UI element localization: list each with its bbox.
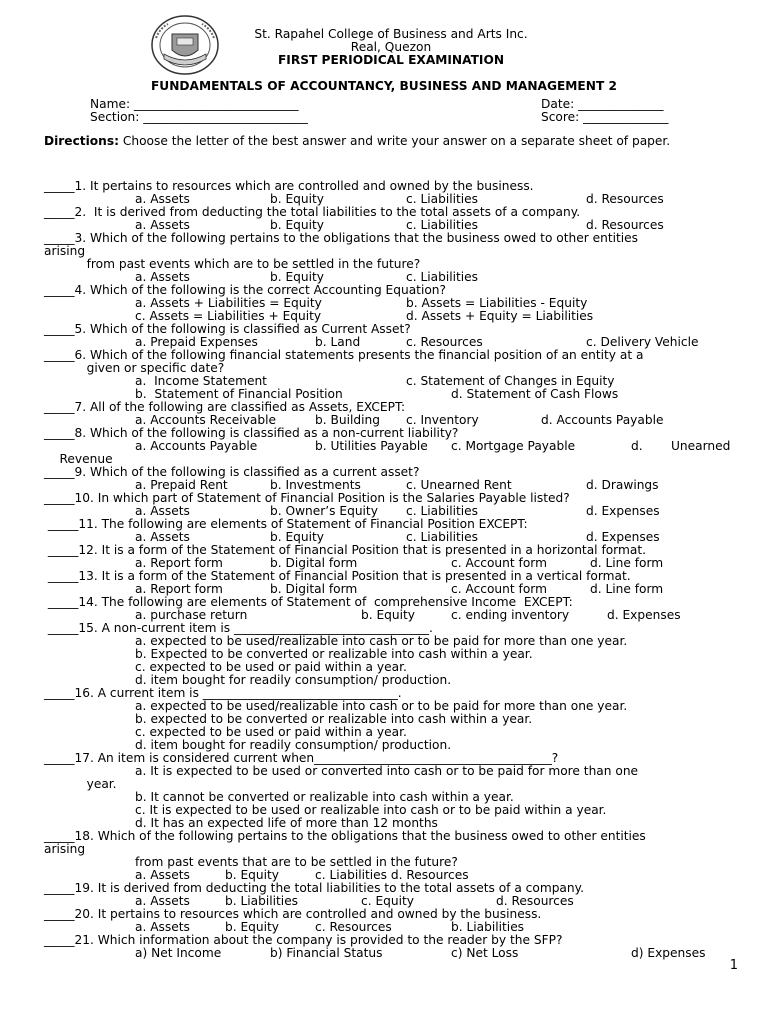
question-line: year. (44, 777, 117, 791)
answer-option: a. Assets (135, 270, 190, 284)
answer-option: c. Equity (361, 894, 414, 908)
answer-option: c. Statement of Changes in Equity (406, 374, 615, 388)
answer-option: c. Liabilities d. Resources (315, 868, 469, 882)
answer-option: Unearned (671, 439, 731, 453)
answer-option: c. Assets = Liabilities + Equity (135, 309, 322, 323)
answer-option: a. Assets (135, 868, 190, 882)
answer-option: d. Line form (590, 582, 664, 596)
question-line: _____16. A current item is ________________________________. (44, 686, 402, 700)
answer-option: b. Equity (225, 868, 280, 882)
answer-option: c) Net Loss (451, 946, 519, 960)
answer-option: b. Liabilities (225, 894, 299, 908)
answer-option: a. purchase return (135, 608, 248, 622)
answer-option: d. Statement of Cash Flows (451, 387, 619, 401)
answer-option: a. expected to be used/realizable into cash or to be paid for more than one year. (135, 634, 628, 648)
answer-option: c. Resources (406, 335, 483, 349)
answer-option: c. Unearned Rent (406, 478, 512, 492)
answer-option: b. expected to be converted or realizable into cash within a year. (135, 712, 533, 726)
answer-option: b. Liabilities (451, 920, 525, 934)
answer-option: a. Assets (135, 192, 190, 206)
answer-option: b. Equity (270, 530, 325, 544)
question-line: _____14. The following are elements of Statement of comprehensive Income EXCEPT: (44, 595, 573, 609)
answer-option: c. It is expected to be used or realizable into cash or to be paid within a year. (135, 803, 607, 817)
answer-option: b. Equity (270, 270, 325, 284)
answer-option: d. Expenses (586, 504, 660, 518)
answer-option: d. Expenses (607, 608, 681, 622)
question-line: _____4. Which of the following is the correct Accounting Equation? (44, 283, 446, 297)
answer-option: c. Account form (451, 556, 547, 570)
question-line: _____6. Which of the following financial statements presents the financial position of an entity at a (44, 348, 644, 362)
question-line: _____3. Which of the following pertains to the obligations that the business owed to other entities (44, 231, 639, 245)
answer-option: b. Owner’s Equity (270, 504, 378, 518)
answer-option: b. Investments (270, 478, 361, 492)
name-field[interactable]: Name: ___________________________ (90, 97, 299, 111)
page-number: 1 (729, 958, 738, 973)
directions-label: Directions: (44, 134, 119, 148)
question-line: from past events which are to be settled in the future? (44, 257, 421, 271)
answer-option: a. Prepaid Rent (135, 478, 228, 492)
answer-option: c. Delivery Vehicle (586, 335, 699, 349)
answer-option: d. Resources (586, 192, 664, 206)
answer-option: d) Expenses (631, 946, 706, 960)
answer-option: b. Equity (270, 218, 325, 232)
answer-option: d. Resources (496, 894, 574, 908)
answer-option: a. Assets + Liabilities = Equity (135, 296, 322, 310)
answer-option: a. Report form (135, 582, 223, 596)
question-line: _____10. In which part of Statement of Financial Position is the Salaries Payable listed? (44, 491, 570, 505)
answer-option: from past events that are to be settled in the future? (135, 855, 458, 869)
answer-option: a. Assets (135, 218, 190, 232)
answer-option: a. Assets (135, 920, 190, 934)
answer-option: c. Resources (315, 920, 392, 934)
question-line: _____20. It pertains to resources which are controlled and owned by the business. (44, 907, 542, 921)
question-line: arising (44, 842, 86, 856)
answer-option: a. Assets (135, 530, 190, 544)
answer-option: b. Land (315, 335, 361, 349)
question-line: _____12. It is a form of the Statement of Financial Position that is presented in a horizontal format. (44, 543, 646, 557)
answer-option: c. Liabilities (406, 270, 479, 284)
question-line: _____9. Which of the following is classified as a current asset? (44, 465, 420, 479)
answer-option: d. Assets + Equity = Liabilities (406, 309, 594, 323)
answer-option: d. Line form (590, 556, 664, 570)
answer-option: b. Equity (361, 608, 416, 622)
answer-option: a. Accounts Payable (135, 439, 258, 453)
answer-option: b. Digital form (270, 582, 358, 596)
answer-option: a. expected to be used/realizable into cash or to be paid for more than one year. (135, 699, 628, 713)
answer-option: c. expected to be used or paid within a year. (135, 660, 407, 674)
answer-option: b. It cannot be converted or realizable into cash within a year. (135, 790, 514, 804)
answer-option: a. Assets (135, 504, 190, 518)
question-line: _____11. The following are elements of Statement of Financial Position EXCEPT: (44, 517, 528, 531)
answer-option: d. Accounts Payable (541, 413, 664, 427)
section-field[interactable]: Section: ___________________________ (90, 110, 308, 124)
answer-option: d. It has an expected life of more than 12 months (135, 816, 438, 830)
answer-option: d. Resources (586, 218, 664, 232)
question-line: _____15. A non-current item is ________________________________. (44, 621, 433, 635)
answer-option: c. Mortgage Payable (451, 439, 576, 453)
exam-title: FIRST PERIODICAL EXAMINATION (277, 53, 505, 67)
answer-option: a. Assets (135, 894, 190, 908)
subject-title: FUNDAMENTALS OF ACCOUNTANCY, BUSINESS AND MANAGEMENT 2 (150, 79, 617, 93)
question-line: _____21. Which information about the company is provided to the reader by the SFP? (44, 933, 563, 947)
directions (44, 135, 738, 149)
answer-option: d. (631, 439, 643, 453)
answer-option: c. expected to be used or paid within a year. (135, 725, 407, 739)
answer-option: c. Inventory (406, 413, 479, 427)
answer-option: c. Liabilities (406, 192, 479, 206)
school-location: Real, Quezon (350, 40, 432, 54)
question-line: arising (44, 244, 86, 258)
answer-option: a. Report form (135, 556, 223, 570)
answer-option: d. item bought for readily consumption/ production. (135, 673, 452, 687)
answer-option: b. Equity (225, 920, 280, 934)
question-line: _____2. It is derived from deducting the total liabilities to the total assets of a company. (44, 205, 581, 219)
answer-option: d. Drawings (586, 478, 659, 492)
answer-option: c. Liabilities (406, 504, 479, 518)
score-field[interactable]: Score: ______________ (541, 110, 669, 124)
answer-option: b. Assets = Liabilities - Equity (406, 296, 588, 310)
question-line: _____8. Which of the following is classified as a non-current liability? (44, 426, 459, 440)
answer-option: b. Building (315, 413, 380, 427)
question-line: given or specific date? (44, 361, 225, 375)
answer-option: b. Utilities Payable (315, 439, 428, 453)
answer-option: c. Account form (451, 582, 547, 596)
question-line: _____18. Which of the following pertains to the obligations that the business owed to other entities (44, 829, 646, 843)
question-line: _____19. It is derived from deducting the total liabilities to the total assets of a company. (44, 881, 584, 895)
answer-option: a. It is expected to be used or converted into cash or to be paid for more than one (135, 764, 639, 778)
school-name: St. Rapahel College of Business and Arts Inc. (254, 27, 528, 41)
question-line: _____17. An item is considered current when_______________________________________? (44, 751, 559, 765)
answer-option: b. Expected to be converted or realizable into cash within a year. (135, 647, 533, 661)
answer-option: b. Digital form (270, 556, 358, 570)
answer-option: c. Liabilities (406, 218, 479, 232)
answer-option: c. ending inventory (451, 608, 570, 622)
answer-option: a) Net Income (135, 946, 222, 960)
answer-option: a. Accounts Receivable (135, 413, 276, 427)
answer-option: b. Equity (270, 192, 325, 206)
answer-option: b) Financial Status (270, 946, 383, 960)
question-line: _____7. All of the following are classified as Assets, EXCEPT: (44, 400, 406, 414)
answer-option: d. Expenses (586, 530, 660, 544)
question-line: _____1. It pertains to resources which are controlled and owned by the business. (44, 179, 534, 193)
question-line: _____5. Which of the following is classified as Current Asset? (44, 322, 411, 336)
question-line: _____13. It is a form of the Statement of Financial Position that is presented in a vertical format. (44, 569, 631, 583)
answer-option: a. Income Statement (135, 374, 267, 388)
answer-option: c. Liabilities (406, 530, 479, 544)
answer-option: a. Prepaid Expenses (135, 335, 258, 349)
answer-option: b. Statement of Financial Position (135, 387, 343, 401)
question-line: Revenue (44, 452, 113, 466)
answer-option: d. item bought for readily consumption/ production. (135, 738, 452, 752)
directions-text: Choose the letter of the best answer and write your answer on a separate sheet of paper. (118, 134, 671, 148)
date-field[interactable]: Date: ______________ (541, 97, 664, 111)
